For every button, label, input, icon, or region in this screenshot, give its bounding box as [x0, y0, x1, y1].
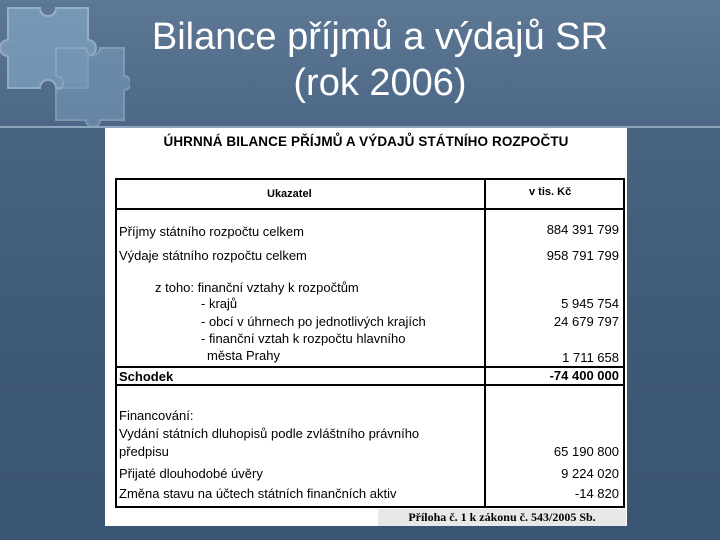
loans-label: Přijaté dlouhodobé úvěry [119, 466, 263, 481]
change-value: -14 820 [574, 486, 619, 501]
bonds-label: Vydání státních dluhopisů podle zvláštního právního [119, 426, 420, 441]
deficit-bottom-line [117, 384, 623, 386]
slide-title-line2: (rok 2006) [293, 62, 467, 104]
column-divider [484, 180, 486, 506]
deficit-label: Schodek [119, 369, 174, 384]
row-value: 884 391 799 [546, 222, 619, 237]
header-divider [117, 208, 623, 210]
budget-table [115, 178, 625, 508]
change-label: Změna stavu na účtech státních finančních aktiv [119, 486, 397, 501]
row-label: - obcí v úhrnech po jednotlivých krajích [201, 314, 426, 329]
deficit-value: -74 400 000 [549, 368, 619, 383]
row-label: z toho: finanční vztahy k rozpočtům [155, 280, 359, 295]
header-value: v tis. Kč [529, 186, 572, 198]
row-label: Výdaje státního rozpočtu celkem [119, 248, 307, 263]
row-label: města Prahy [207, 348, 280, 363]
header-indicator: Ukazatel [267, 188, 312, 200]
loans-value: 9 224 020 [561, 466, 619, 481]
row-label: - krajů [201, 296, 238, 311]
document-heading: ÚHRNNÁ BILANCE PŘÍJMŮ A VÝDAJŮ STÁTNÍHO ROZPOČTU [163, 134, 569, 149]
row-value: 958 791 799 [546, 248, 619, 263]
financing-heading: Financování: [119, 408, 194, 423]
slide-title [110, 14, 650, 106]
bonds-label-cont: předpisu [119, 444, 169, 459]
row-value: 5 945 754 [561, 296, 619, 311]
bonds-value: 65 190 800 [553, 444, 619, 459]
document-image [105, 128, 627, 526]
row-value: 24 679 797 [553, 314, 619, 329]
deficit-top-line [117, 366, 623, 368]
row-label: - finanční vztah k rozpočtu hlavního [201, 331, 406, 346]
row-label: Příjmy státního rozpočtu celkem [119, 224, 304, 239]
document-footer: Příloha č. 1 k zákonu č. 543/2005 Sb. [378, 509, 626, 526]
slide-title-line1: Bilance příjmů a výdajů SR [151, 16, 609, 58]
row-value: 1 711 658 [562, 350, 619, 365]
